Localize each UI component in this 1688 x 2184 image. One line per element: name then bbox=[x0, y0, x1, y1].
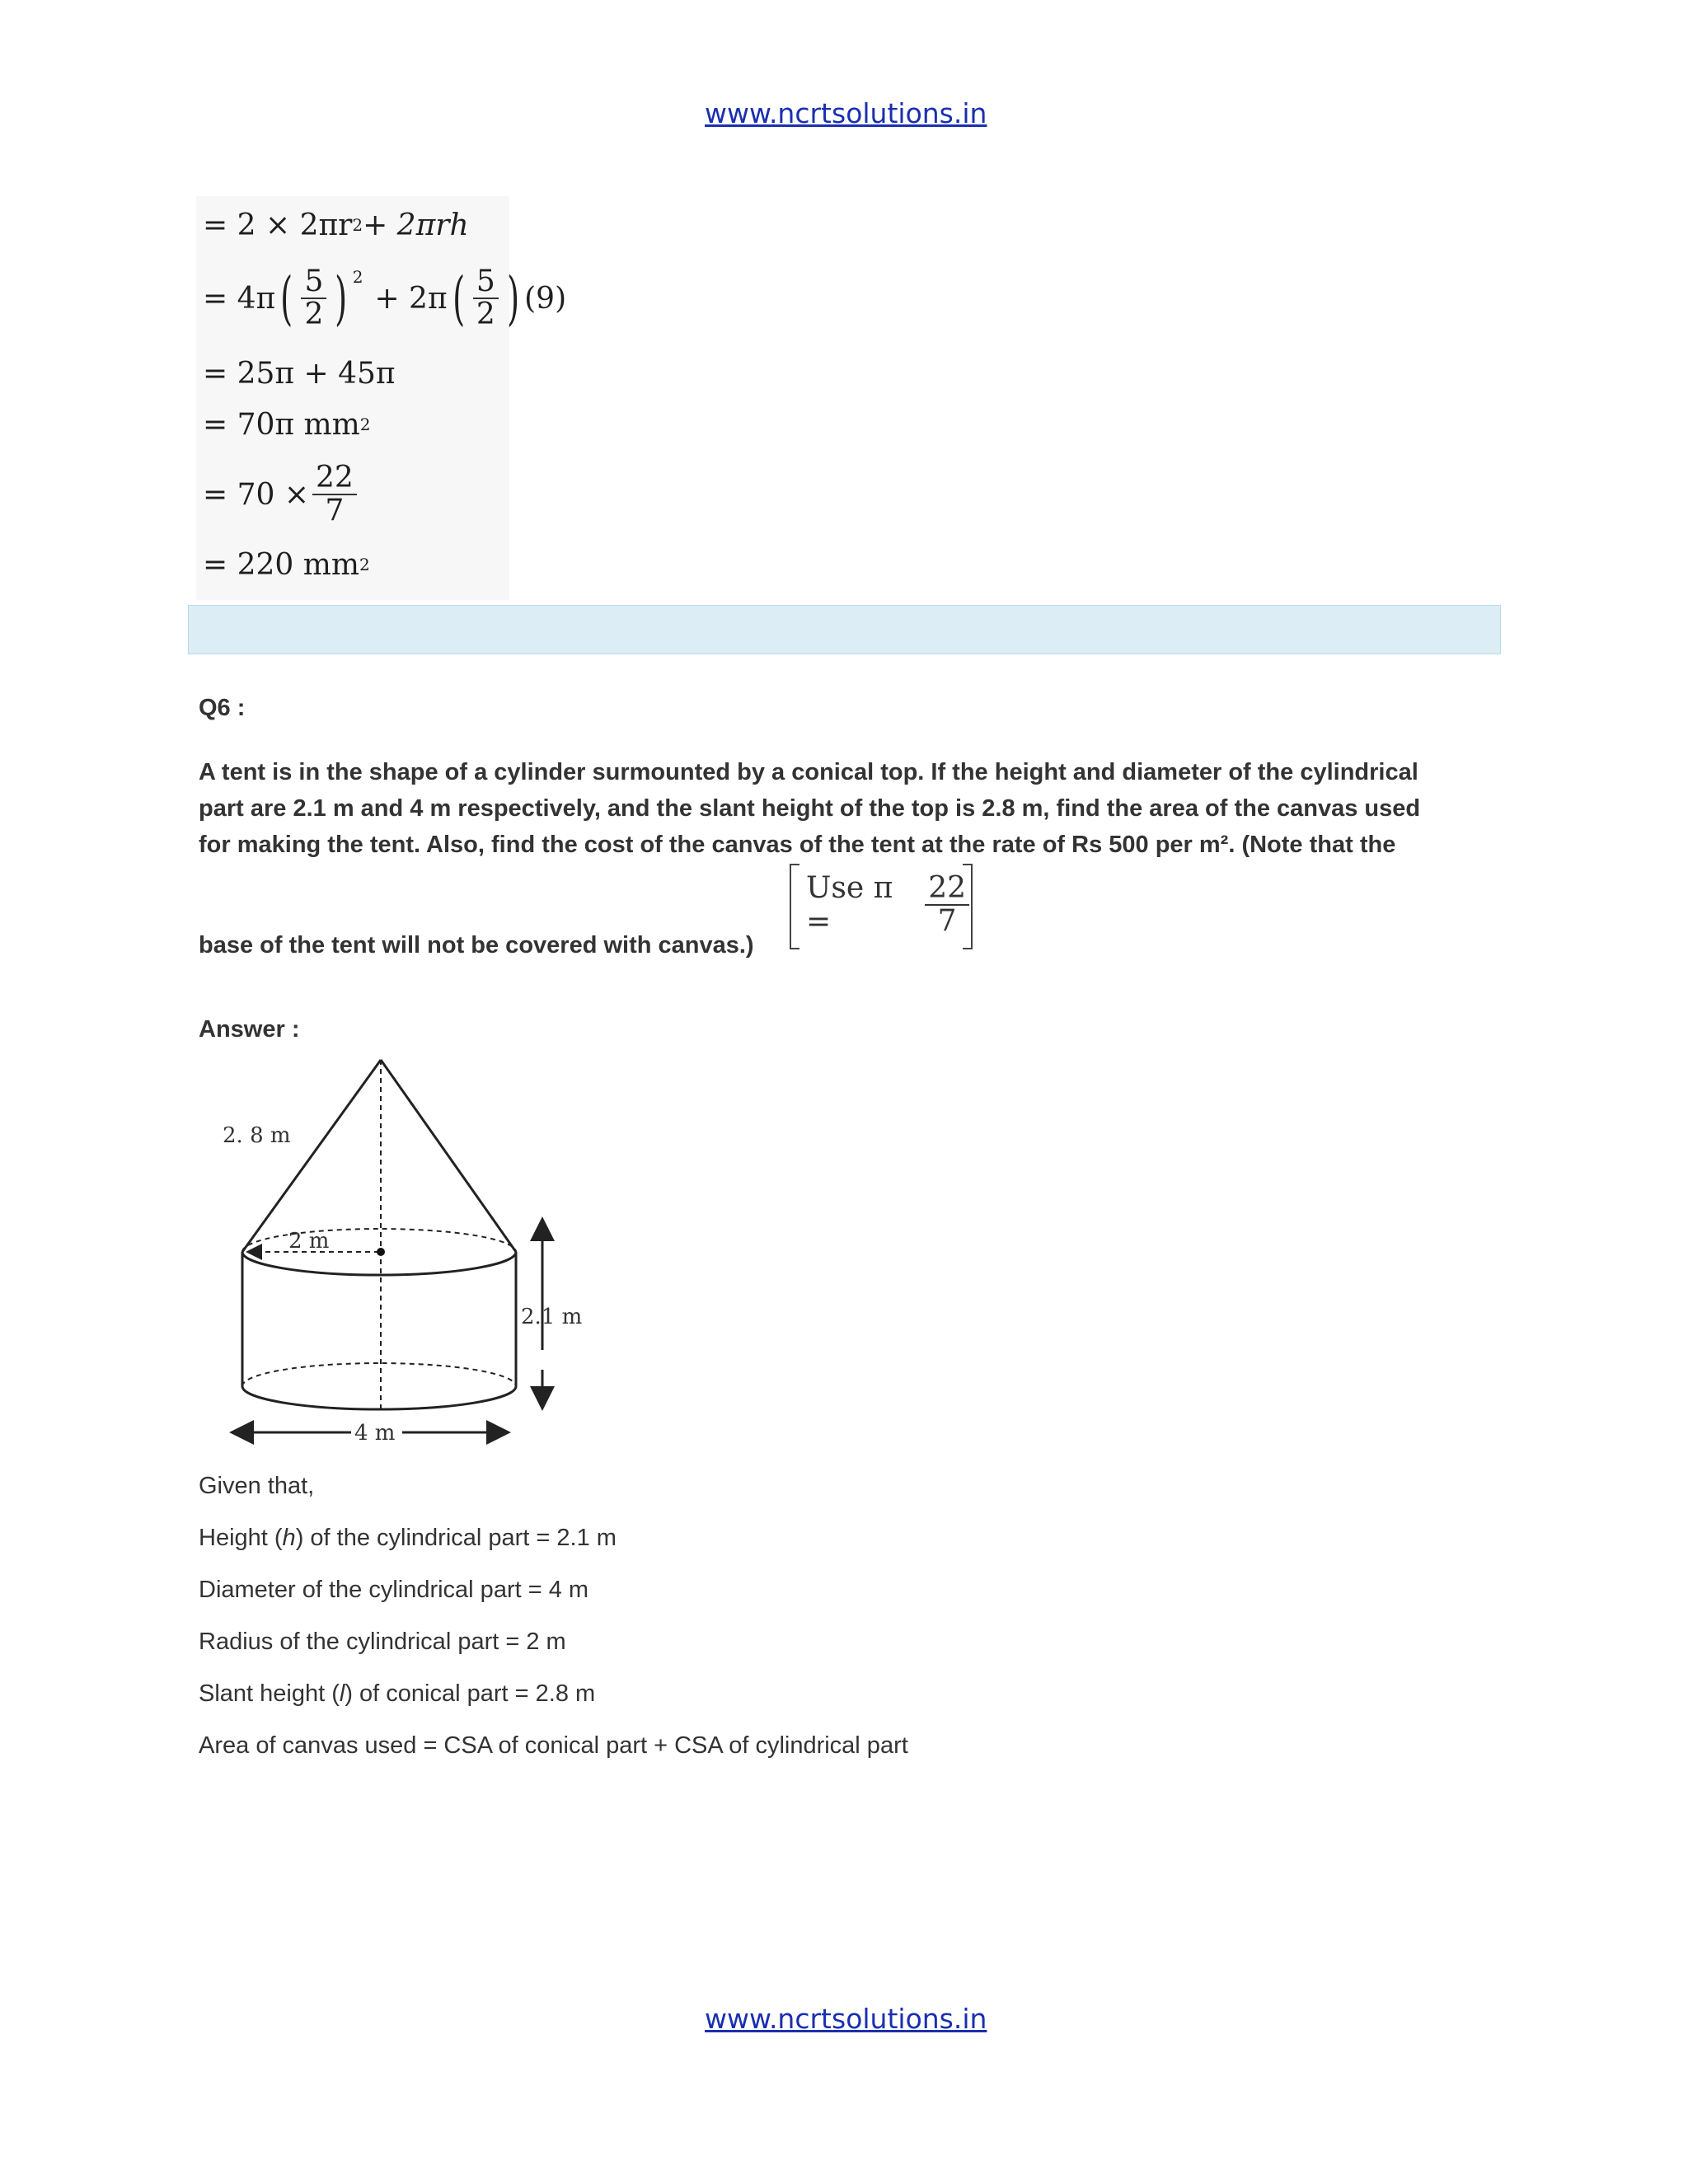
question-line: part are 2.1 m and 4 m respectively, and the slant height of the top is 2.8 m, find the area of the canvas used bbox=[199, 795, 1421, 822]
use-pi-text: Use π = bbox=[806, 871, 893, 939]
question-label: Q6 : bbox=[199, 695, 246, 721]
given-canvas-area bbox=[199, 1732, 908, 1760]
question-text bbox=[199, 754, 1420, 863]
given-radius bbox=[199, 1629, 566, 1656]
fraction-numerator: 5 bbox=[473, 266, 499, 299]
right-paren: ) bbox=[335, 265, 348, 332]
separator-bar bbox=[188, 605, 1501, 654]
given-text: Slant height ( bbox=[199, 1680, 340, 1707]
question-line: A tent is in the shape of a cylinder surmounted by a conical top. If the height and diameter of the cylindrical bbox=[199, 759, 1418, 785]
math-line-4: = 70π mm 2 bbox=[203, 407, 371, 442]
footer-site-link[interactable]: www.ncrtsolutions.in bbox=[705, 2003, 987, 2035]
math-text: + 2πrh bbox=[363, 208, 469, 242]
diameter-label: 4 m bbox=[354, 1421, 396, 1446]
fraction-numerator: 22 bbox=[312, 462, 357, 495]
question-last-line bbox=[199, 927, 754, 963]
center-dot bbox=[377, 1248, 385, 1256]
math-line-2: = 4π ( $\frac{5}{2}$ ) $^2$ + 2π ( $\frac{5}{2}$ ) (9) bbox=[203, 265, 567, 332]
fraction bbox=[301, 266, 326, 330]
math-text: = 220 mm bbox=[203, 547, 360, 582]
given-text: Area of canvas used = CSA of conical part + CSA of cylindrical part bbox=[199, 1732, 908, 1759]
left-paren: ( bbox=[280, 265, 293, 332]
given-slant-height bbox=[199, 1680, 595, 1708]
question-line: for making the tent. Also, find the cost of the canvas of the tent at the rate of Rs 500 per m². (Note that the bbox=[199, 832, 1396, 858]
given-intro: Given that, bbox=[199, 1473, 315, 1499]
fraction-numerator: 5 bbox=[301, 266, 326, 299]
fraction-denominator: 7 bbox=[325, 494, 345, 527]
math-line-6: = 220 mm 2 bbox=[203, 547, 370, 582]
math-block bbox=[196, 196, 567, 600]
given-text: ) of the cylindrical part = 2.1 m bbox=[295, 1525, 617, 1551]
math-line-3: = 25π + 45π bbox=[203, 356, 396, 391]
radius-label: 2 m bbox=[288, 1229, 330, 1254]
given-variable: h bbox=[282, 1525, 296, 1551]
given-text: ) of conical part = 2.8 m bbox=[345, 1680, 596, 1707]
fraction-denominator: 2 bbox=[304, 298, 324, 331]
question-line: base of the tent will not be covered with canvas.) bbox=[199, 932, 754, 958]
left-bracket bbox=[790, 864, 799, 949]
fraction bbox=[312, 462, 357, 527]
given-text: Height ( bbox=[199, 1525, 283, 1551]
given-text: Radius of the cylindrical part = 2 m bbox=[199, 1629, 566, 1655]
fraction-denominator: 7 bbox=[937, 904, 957, 938]
math-text: = 2 × 2πr bbox=[203, 208, 353, 242]
given-diameter bbox=[199, 1577, 588, 1604]
tent-figure bbox=[206, 1057, 602, 1454]
math-text: = 4π bbox=[203, 281, 276, 316]
math-text: = 70 × bbox=[203, 477, 310, 512]
left-paren: ( bbox=[452, 265, 465, 332]
right-paren: ) bbox=[506, 265, 519, 332]
cone-slant-left bbox=[242, 1060, 381, 1252]
fraction bbox=[473, 266, 499, 330]
use-pi-expression bbox=[806, 869, 973, 941]
math-line-5 bbox=[203, 453, 360, 536]
use-pi-note bbox=[790, 864, 973, 946]
answer-label: Answer : bbox=[199, 1016, 300, 1043]
bottom-ellipse-front bbox=[242, 1386, 516, 1409]
given-height bbox=[199, 1525, 617, 1552]
math-line-1: = 2 × 2πr 2 + 2πrh bbox=[203, 208, 469, 242]
math-text: (9) bbox=[524, 281, 567, 316]
header-site-link[interactable]: www.ncrtsolutions.in bbox=[705, 97, 987, 129]
height-label: 2.1 m bbox=[521, 1305, 583, 1329]
fraction bbox=[925, 873, 969, 937]
fraction-denominator: 2 bbox=[476, 298, 495, 331]
slant-height-label: 2. 8 m bbox=[223, 1123, 291, 1148]
cone-slant-right bbox=[381, 1060, 516, 1252]
bottom-ellipse-back bbox=[242, 1363, 516, 1386]
math-text: + 2π bbox=[374, 281, 448, 316]
given-variable: l bbox=[339, 1680, 345, 1707]
fraction-numerator: 22 bbox=[925, 873, 969, 906]
math-text: = 70π mm bbox=[203, 407, 360, 442]
given-text: Diameter of the cylindrical part = 4 m bbox=[199, 1577, 589, 1603]
